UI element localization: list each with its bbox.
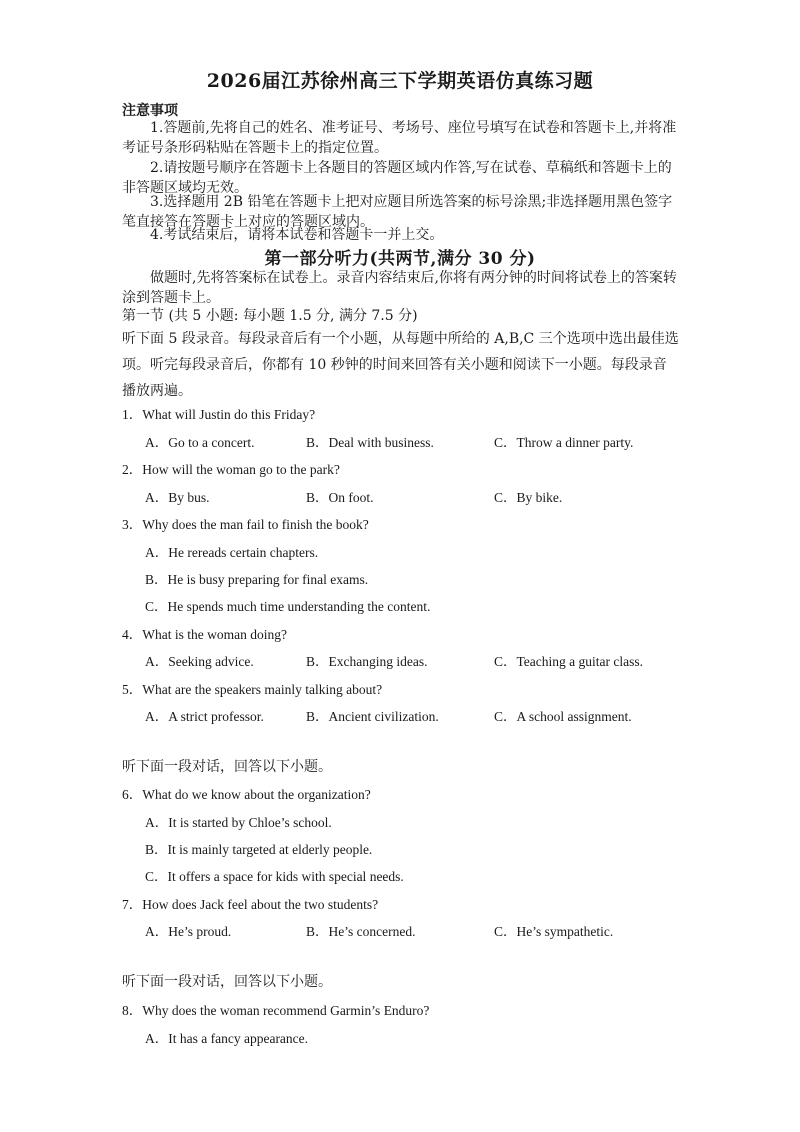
part1-instruction: 做题时,先将答案标在试卷上。录音内容结束后,你将有两分钟的时间将试卷上的答案转涂到答题卡上。 (122, 270, 677, 306)
option-c: C．Throw a dinner party. (494, 435, 634, 450)
dialog-intro: 听下面一段对话，回答以下小题。 (122, 759, 332, 775)
question-3: 3．Why does the man fail to finish the book? (122, 517, 369, 532)
option-b: B．He is busy preparing for final exams. (145, 572, 369, 587)
notice-item: 2.请按题号顺序在答题卡上各题目的答题区域内作答,写在试卷、草稿纸和答题卡上的非答题区域均无效。 (122, 160, 672, 196)
question-2: 2．How will the woman go to the park? (122, 462, 340, 477)
notice-item: 3.选择题用 2B 铅笔在答题卡上把对应题目所选答案的标号涂黑;非选择题用黑色签字笔直接答在答题卡上对应的答题区域内。 (122, 194, 673, 230)
option-a: A．It is started by Chloe’s school. (145, 815, 332, 830)
option-b: B．Deal with business. (306, 435, 434, 450)
option-c: C．He spends much time understanding the content. (145, 599, 431, 614)
part1-title: 第一部分听力(共两节,满分 30 分) (264, 249, 536, 269)
option-c: C．Teaching a guitar class. (494, 654, 644, 669)
section1-intro: 听下面 5 段录音。每段录音后有一个小题，从每题中所给的 A,B,C 三个选项中选出最佳选项。听完每段录音后，你都有 10 秒钟的时间来回答有关小题和阅读下一小题。每段录音播放两遍。 (122, 331, 679, 399)
question-7: 7．How does Jack feel about the two students? (122, 897, 379, 912)
question-5: 5．What are the speakers mainly talking about? (122, 682, 383, 697)
notice-item: 1.答题前,先将自己的姓名、准考证号、考场号、座位号填写在试卷和答题卡上,并将准考证号条形码粘贴在答题卡上的指定位置。 (122, 120, 677, 156)
dialog-intro: 听下面一段对话，回答以下小题。 (122, 974, 332, 990)
option-a: A．A strict professor. (145, 709, 264, 724)
option-b: B．Exchanging ideas. (306, 654, 428, 669)
option-a: A．He’s proud. (145, 924, 232, 939)
question-6: 6．What do we know about the organization? (122, 787, 371, 802)
option-c: C．It offers a space for kids with special needs. (145, 869, 404, 884)
option-b: B．It is mainly targeted at elderly people. (145, 842, 373, 857)
option-a: A．Seeking advice. (145, 654, 254, 669)
option-b: B．On foot. (306, 490, 374, 505)
option-c: C．He’s sympathetic. (494, 924, 614, 939)
question-8: 8．Why does the woman recommend Garmin’s Enduro? (122, 1003, 430, 1018)
question-1: 1．What will Justin do this Friday? (122, 407, 316, 422)
question-4: 4．What is the woman doing? (122, 627, 287, 642)
option-b: B．Ancient civilization. (306, 709, 439, 724)
option-a: A．By bus. (145, 490, 210, 505)
option-b: B．He’s concerned. (306, 924, 416, 939)
exam-title: 2026届江苏徐州高三下学期英语仿真练习题 (206, 70, 594, 92)
option-a: A．It has a fancy appearance. (145, 1031, 309, 1046)
option-c: C．By bike. (494, 490, 563, 505)
option-c: C．A school assignment. (494, 709, 632, 724)
section1-heading: 第一节 (共 5 小题: 每小题 1.5 分, 满分 7.5 分) (122, 308, 418, 324)
notice-heading: 注意事项 (122, 103, 178, 119)
option-a: A．Go to a concert. (145, 435, 255, 450)
notice-item: 4.考试结束后，请将本试卷和答题卡一并上交。 (150, 227, 444, 243)
option-a: A．He rereads certain chapters. (145, 545, 319, 560)
